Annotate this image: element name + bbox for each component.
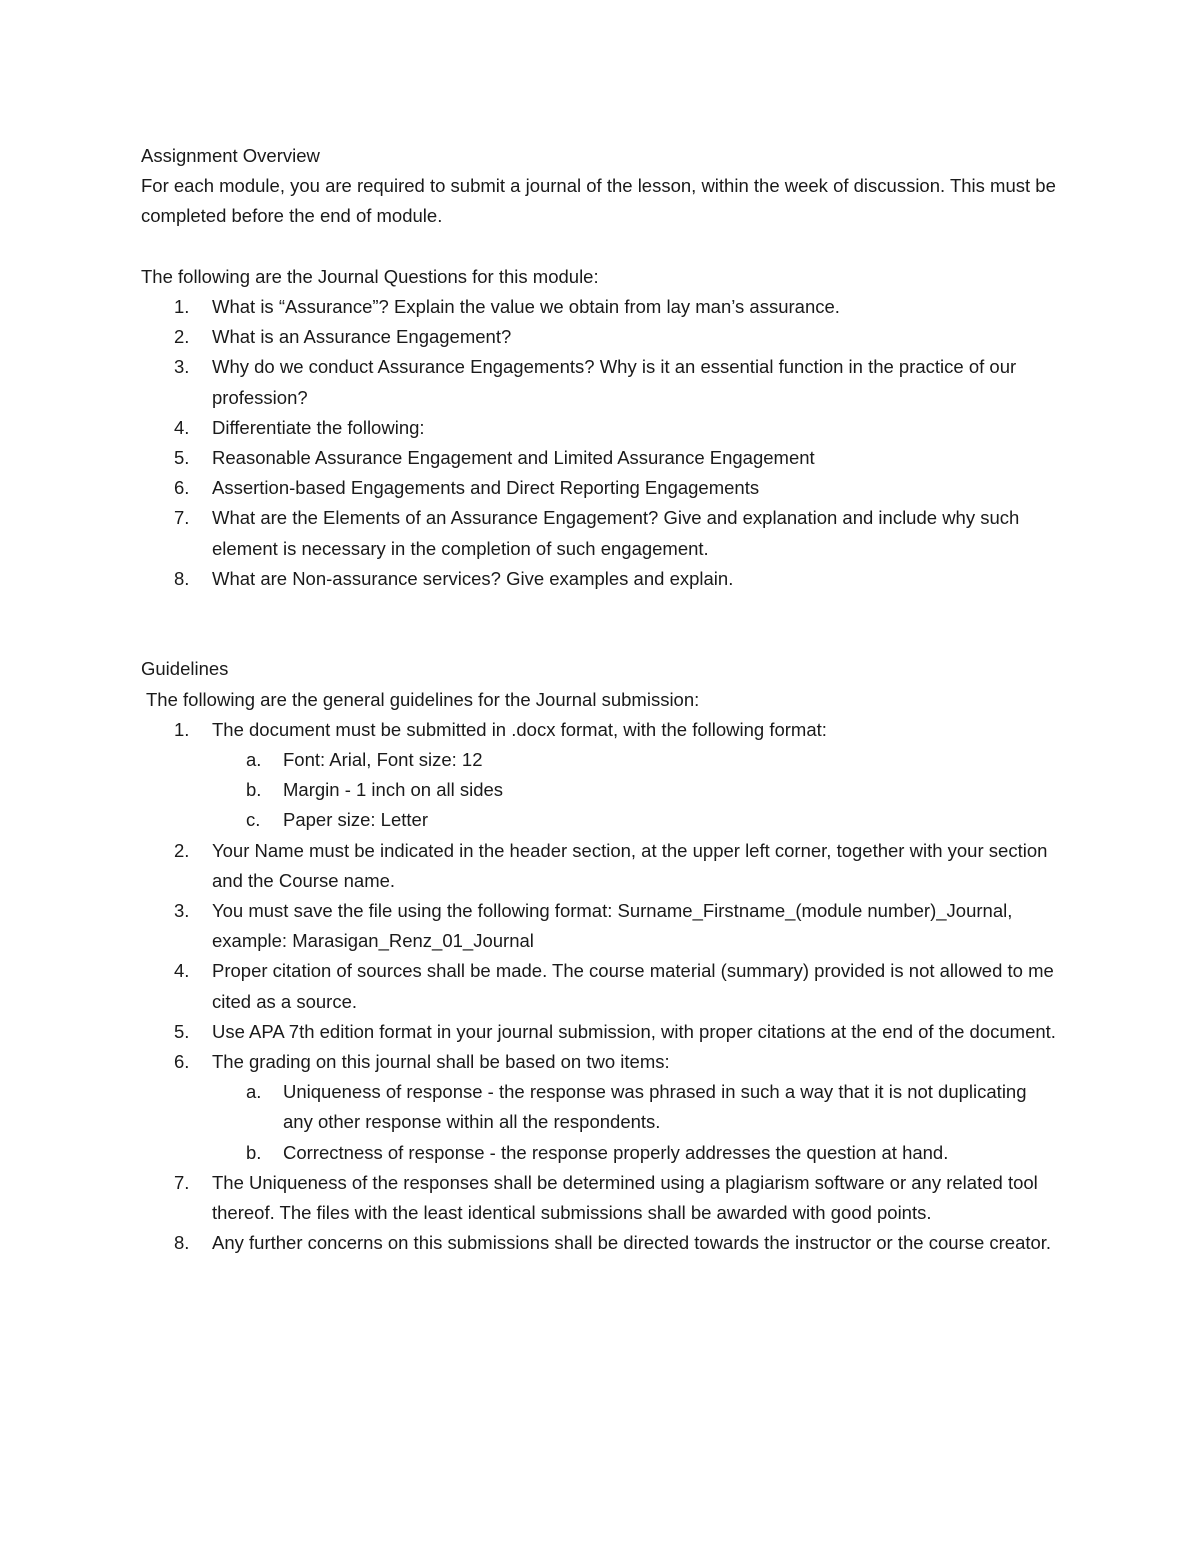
sublist-text: Correctness of response - the response properly addresses the question at hand.	[283, 1141, 949, 1163]
question-text: What is an Assurance Engagement?	[212, 326, 512, 348]
list-item	[141, 956, 1061, 1016]
blank-line	[141, 232, 1061, 262]
list-item	[141, 1228, 1061, 1258]
list-number: 6.	[174, 1051, 190, 1073]
list-item	[141, 503, 1061, 563]
list-number: 4.	[174, 416, 190, 438]
list-item	[141, 896, 1061, 956]
list-item	[141, 715, 1061, 836]
guideline-text: Any further concerns on this submissions shall be directed towards the instructor or the course creator.	[212, 1232, 1052, 1254]
list-number: 8.	[174, 567, 190, 589]
sublist-text: Font: Arial, Font size: 12	[283, 749, 483, 771]
list-number: 7.	[174, 507, 190, 529]
question-text: Assertion-based Engagements and Direct Reporting Engagements	[212, 477, 760, 499]
question-text: Why do we conduct Assurance Engagements? Why is it an essential function in the practice of our profession?	[212, 356, 1017, 408]
list-number: 2.	[174, 839, 190, 861]
sublist-text: Uniqueness of response - the response was phrased in such a way that it is not duplicating any other response within all the respondents.	[283, 1081, 1027, 1133]
list-item	[141, 322, 1061, 352]
overview-intro: For each module, you are required to submit a journal of the lesson, within the week of discussion. This must be completed before the end of module.	[141, 175, 1056, 227]
guidelines-intro: The following are the general guidelines for the Journal submission:	[146, 688, 700, 710]
sublist-item	[212, 745, 1061, 775]
list-item	[141, 1017, 1061, 1047]
list-number: 4.	[174, 960, 190, 982]
question-text: What is “Assurance”? Explain the value we obtain from lay man’s assurance.	[212, 296, 840, 317]
question-text: What are the Elements of an Assurance Engagement? Give and explanation and include why such element is necessary in the completion of such engagement.	[212, 507, 1020, 559]
list-item	[141, 292, 1061, 322]
guidelines-list	[141, 715, 1061, 1259]
format-sublist	[212, 745, 1061, 836]
guideline-text: The document must be submitted in .docx format, with the following format:	[212, 718, 827, 740]
guidelines-heading: Guidelines	[141, 658, 229, 680]
list-item	[141, 836, 1061, 896]
sublist-letter: c.	[246, 809, 261, 831]
guideline-text: Use APA 7th edition format in your journal submission, with proper citations at the end of the document.	[212, 1020, 1056, 1042]
grading-sublist	[212, 1077, 1061, 1168]
sublist-item	[212, 1138, 1061, 1168]
list-number: 2.	[174, 326, 190, 348]
blank-lines	[141, 594, 1061, 654]
list-number: 3.	[174, 356, 190, 378]
guideline-text: The grading on this journal shall be based on two items:	[212, 1051, 670, 1073]
sublist-text: Margin - 1 inch on all sides	[283, 779, 504, 801]
journal-questions-list	[141, 292, 1061, 594]
list-item	[141, 352, 1061, 412]
list-number: 5.	[174, 1020, 190, 1042]
list-item	[141, 413, 1061, 443]
questions-intro: The following are the Journal Questions for this module:	[141, 265, 599, 287]
list-number: 1.	[174, 296, 190, 317]
list-item	[141, 1168, 1061, 1228]
list-number: 3.	[174, 900, 190, 922]
sublist-item	[212, 805, 1061, 835]
sublist-text: Paper size: Letter	[283, 809, 428, 831]
question-text: What are Non-assurance services? Give examples and explain.	[212, 567, 734, 589]
question-text: Differentiate the following:	[212, 416, 425, 438]
sublist-letter: a.	[246, 1081, 262, 1103]
guideline-text: Your Name must be indicated in the header section, at the upper left corner, together with your section and the Course name.	[212, 839, 1048, 891]
list-number: 6.	[174, 477, 190, 499]
overview-heading: Assignment Overview	[141, 145, 320, 166]
guideline-text: You must save the file using the following format: Surname_Firstname_(module number)_Journal, example: Marasigan_Renz_01_Journal	[212, 900, 1013, 952]
list-number: 7.	[174, 1171, 190, 1193]
sublist-item	[212, 775, 1061, 805]
list-number: 8.	[174, 1232, 190, 1254]
sublist-letter: a.	[246, 749, 262, 771]
guideline-text: Proper citation of sources shall be made. The course material (summary) provided is not allowed to me cited as a source.	[212, 960, 1054, 1012]
list-item	[141, 564, 1061, 594]
list-number: 1.	[174, 718, 190, 740]
sublist-letter: b.	[246, 779, 262, 801]
guideline-text: The Uniqueness of the responses shall be determined using a plagiarism software or any related tool thereof. The files with the least identical submissions shall be awarded with good points.	[212, 1171, 1038, 1224]
document-body	[141, 141, 1061, 1258]
list-item	[141, 473, 1061, 503]
sublist-item	[212, 1077, 1061, 1137]
list-item	[141, 443, 1061, 473]
list-number: 5.	[174, 447, 190, 469]
sublist-letter: b.	[246, 1141, 262, 1163]
list-item	[141, 1047, 1061, 1168]
question-text: Reasonable Assurance Engagement and Limited Assurance Engagement	[212, 447, 815, 469]
